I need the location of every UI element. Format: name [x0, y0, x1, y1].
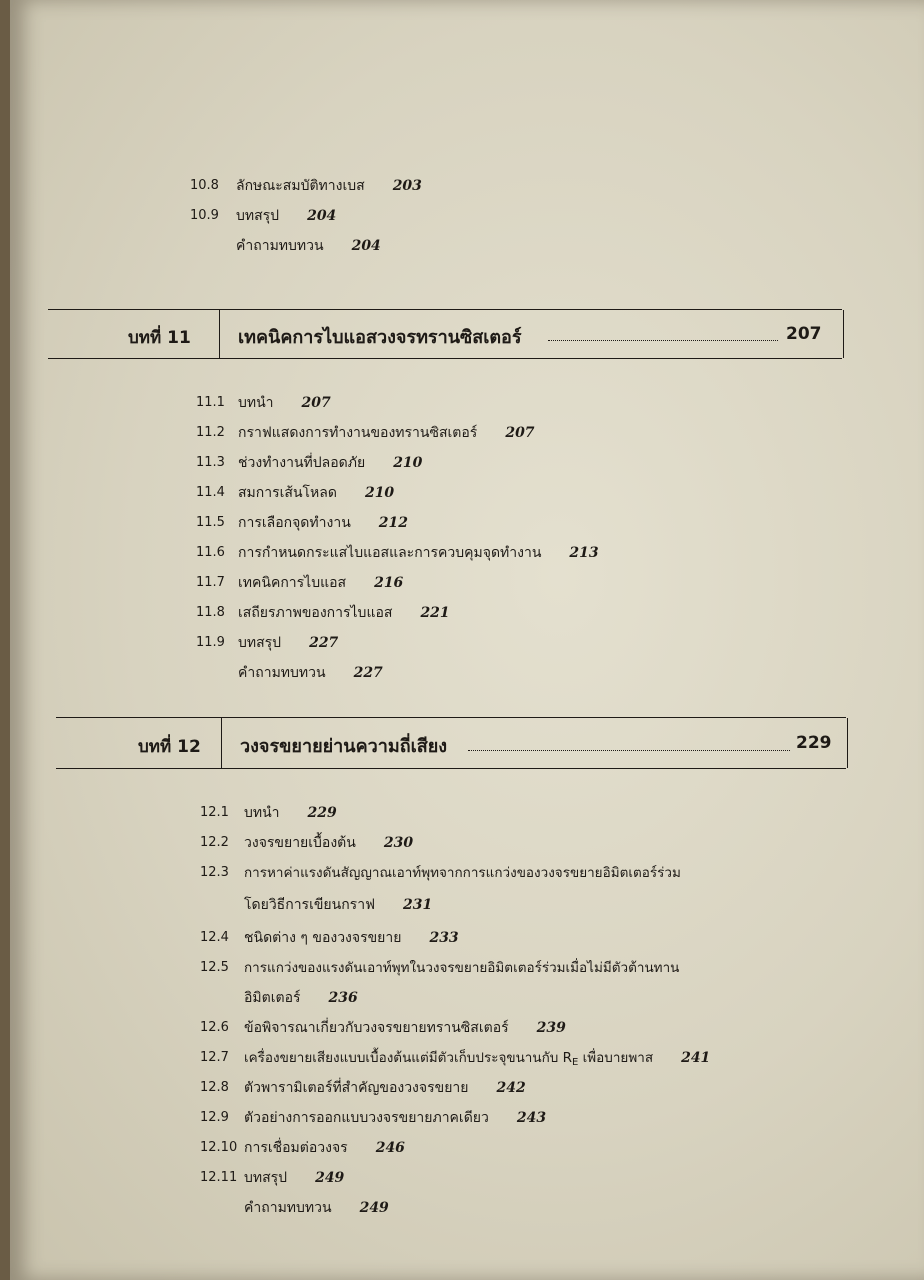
- entry-title: สมการเส้นโหลด: [238, 485, 337, 501]
- entry-page: 236: [328, 990, 358, 1006]
- toc-entry: [244, 804, 337, 822]
- entry-page: 249: [315, 1170, 345, 1186]
- entry-number: 12.7: [200, 1050, 229, 1065]
- toc-entry: [238, 574, 403, 592]
- chapter-page: 229: [796, 733, 832, 753]
- subscript: E: [572, 1057, 579, 1068]
- entry-number: 12.3: [200, 865, 229, 880]
- toc-entry: [238, 544, 599, 562]
- entry-title: ตัวอย่างการออกแบบวงจรขยายภาคเดียว: [244, 1110, 489, 1126]
- entry-number: 11.8: [196, 605, 225, 620]
- entry-title: การแกว่งของแรงดันเอาท์พุทในวงจรขยายอิมิตเตอร์ร่วมเมื่อไม่มีตัวต้านทาน: [244, 960, 680, 976]
- toc-entry: [244, 864, 681, 882]
- entry-number: 12.8: [200, 1080, 229, 1095]
- entry-page: 242: [496, 1080, 526, 1096]
- toc-entry: [238, 604, 450, 622]
- entry-title: ช่วงทำงานที่ปลอดภัย: [238, 455, 366, 471]
- toc-entry: [244, 1019, 566, 1037]
- entry-title: การเลือกจุดทำงาน: [238, 515, 351, 531]
- entry-title: บทสรุป: [238, 635, 282, 651]
- toc-entry: [244, 929, 459, 947]
- entry-title: บทสรุป: [244, 1170, 288, 1186]
- chapter-11-header: [48, 309, 842, 359]
- toc-entry: [244, 1169, 344, 1187]
- chapter-page: 207: [786, 324, 822, 344]
- entry-page: 227: [309, 635, 339, 651]
- toc-entry: [244, 959, 679, 977]
- entry-number: 11.3: [196, 455, 225, 470]
- entry-title: โดยวิธีการเขียนกราฟ: [244, 897, 375, 913]
- entry-number: 12.5: [200, 960, 229, 975]
- toc-entry: [238, 664, 383, 682]
- entry-title: กราฟแสดงการทำงานของทรานซิสเตอร์: [238, 425, 478, 441]
- entry-number: 10.9: [190, 208, 219, 223]
- dot-leader: [548, 340, 778, 341]
- entry-number: 11.9: [196, 635, 225, 650]
- entry-title: ลักษณะสมบัติทางเบส: [236, 178, 365, 194]
- dot-leader: [468, 750, 790, 751]
- toc-entry: [244, 1199, 389, 1217]
- entry-title: ตัวพารามิเตอร์ที่สำคัญของวงจรขยาย: [244, 1080, 469, 1096]
- entry-number: 12.9: [200, 1110, 229, 1125]
- toc-entry: [238, 634, 338, 652]
- entry-title: บทนำ: [238, 395, 274, 411]
- entry-page: 207: [301, 395, 331, 411]
- entry-page: 231: [402, 897, 433, 913]
- chapter-title: วงจรขยายย่านความถี่เสียง: [240, 736, 448, 757]
- entry-page: 227: [353, 665, 383, 681]
- entry-page: 207: [505, 425, 535, 441]
- book-page: [10, 0, 924, 1280]
- entry-page: 243: [516, 1110, 547, 1126]
- entry-title: อิมิตเตอร์: [244, 990, 301, 1006]
- toc-entry: [238, 424, 535, 442]
- toc-entry: [236, 207, 336, 225]
- entry-number: 10.8: [190, 178, 219, 193]
- toc-entry: [244, 896, 432, 914]
- entry-number: 12.6: [200, 1020, 229, 1035]
- entry-number: 12.2: [200, 835, 229, 850]
- entry-title: เครื่องขยายเสียงแบบเบื้องต้นแต่มีตัวเก็บประจุขนานกับ R: [244, 1050, 573, 1066]
- entry-number: 12.4: [200, 930, 229, 945]
- toc-entry: [244, 834, 413, 852]
- entry-title: บทนำ: [244, 805, 280, 821]
- chapter-title: เทคนิคการไบแอสวงจรทรานซิสเตอร์: [238, 327, 522, 348]
- toc-entry: [238, 514, 408, 532]
- entry-page: 210: [393, 455, 423, 471]
- entry-page: 246: [375, 1140, 405, 1156]
- entry-title: เทคนิคการไบแอส: [238, 575, 347, 591]
- entry-page: 233: [429, 930, 459, 946]
- entry-title: การหาค่าแรงดันสัญญาณเอาท์พุทจากการแกว่งของวงจรขยายอิมิตเตอร์ร่วม: [244, 865, 681, 881]
- entry-title: บทสรุป: [236, 208, 280, 224]
- toc-entry: [238, 484, 394, 502]
- toc-entry: [244, 1109, 546, 1127]
- entry-page: 203: [392, 178, 422, 194]
- entry-number: 11.1: [196, 395, 225, 410]
- entry-title: การเชื่อมต่อวงจร: [244, 1140, 348, 1156]
- entry-page: 213: [569, 545, 599, 561]
- entry-title-cont: เพื่อบายพาส: [578, 1050, 654, 1066]
- toc-entry: [238, 454, 422, 472]
- entry-title: ชนิดต่าง ๆ ของวงจรขยาย: [244, 930, 402, 946]
- chapter-label: บทที่ 12: [138, 737, 201, 757]
- entry-page: 229: [307, 805, 337, 821]
- entry-title: ข้อพิจารณาเกี่ยวกับวงจรขยายทรานซิสเตอร์: [244, 1020, 509, 1036]
- entry-page: 204: [351, 238, 381, 254]
- entry-number: 11.4: [196, 485, 225, 500]
- entry-page: 221: [420, 605, 450, 621]
- entry-number: 11.2: [196, 425, 225, 440]
- entry-page: 216: [374, 575, 404, 591]
- entry-number: 11.5: [196, 515, 225, 530]
- entry-title: คำถามทบทวน: [244, 1200, 332, 1216]
- entry-title: คำถามทบทวน: [238, 665, 326, 681]
- entry-number: 11.6: [196, 545, 225, 560]
- toc-entry: [236, 237, 381, 255]
- chapter-12-header: [56, 717, 846, 769]
- entry-page: 241: [681, 1050, 711, 1066]
- toc-entry: [244, 1079, 526, 1097]
- entry-page: 230: [383, 835, 414, 851]
- entry-page: 210: [364, 485, 395, 501]
- toc-entry: [244, 1139, 405, 1157]
- toc-entry: [236, 177, 422, 195]
- entry-number: 12.11: [200, 1170, 238, 1185]
- entry-number: 12.1: [200, 805, 229, 820]
- toc-entry: [244, 1049, 710, 1072]
- entry-title: วงจรขยายเบื้องต้น: [244, 835, 356, 851]
- entry-title: การกำหนดกระแสไบแอสและการควบคุมจุดทำงาน: [238, 545, 542, 561]
- toc-entry: [238, 394, 331, 412]
- entry-number: 11.7: [196, 575, 225, 590]
- entry-page: 239: [536, 1020, 566, 1036]
- entry-number: 12.10: [200, 1140, 238, 1155]
- entry-page: 212: [378, 515, 408, 531]
- entry-page: 249: [359, 1200, 389, 1216]
- entry-title: เสถียรภาพของการไบแอส: [238, 605, 393, 621]
- toc-entry: [244, 989, 358, 1007]
- entry-page: 204: [307, 208, 337, 224]
- chapter-label: บทที่ 11: [128, 328, 191, 348]
- entry-title: คำถามทบทวน: [236, 238, 324, 254]
